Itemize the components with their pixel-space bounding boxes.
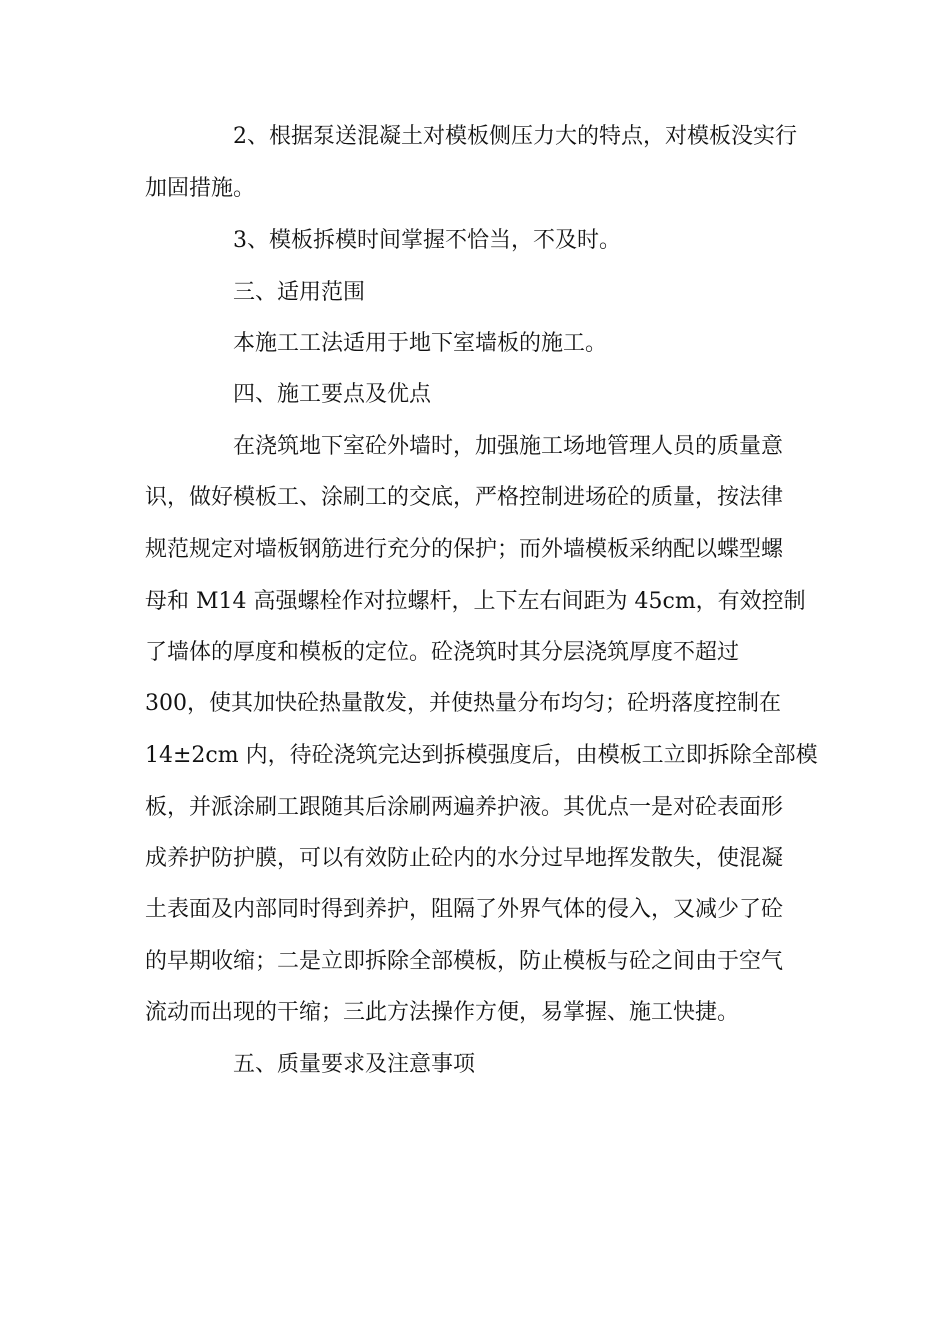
paragraph-line: 14±2cm 内，待砼浇筑完达到拆模强度后，由模板工立即拆除全部模 bbox=[145, 743, 818, 768]
paragraph-line: 3、模板拆模时间掌握不恰当，不及时。 bbox=[233, 228, 621, 253]
paragraph-line: 300，使其加快砼热量散发，并使热量分布均匀；砼坍落度控制在 bbox=[145, 691, 781, 716]
paragraph-line: 在浇筑地下室砼外墙时，加强施工场地管理人员的质量意 bbox=[233, 434, 784, 459]
paragraph-line: 规范规定对墙板钢筋进行充分的保护；而外墙模板采纳配以蝶型螺 bbox=[145, 537, 784, 562]
paragraph-line: 识，做好模板工、涂刷工的交底，严格控制进场砼的质量，按法律 bbox=[145, 485, 784, 510]
paragraph-line: 土表面及内部同时得到养护，阻隔了外界气体的侵入，又减少了砼 bbox=[145, 897, 784, 922]
section-heading: 五、质量要求及注意事项 bbox=[233, 1052, 476, 1077]
paragraph-line: 加固措施。 bbox=[145, 176, 256, 201]
paragraph-line: 成养护防护膜，可以有效防止砼内的水分过早地挥发散失，使混凝 bbox=[145, 846, 784, 871]
paragraph-line: 的早期收缩；二是立即拆除全部模板，防止模板与砼之间由于空气 bbox=[145, 949, 784, 974]
section-heading: 四、施工要点及优点 bbox=[233, 382, 432, 407]
paragraph-line: 了墙体的厚度和模板的定位。砼浇筑时其分层浇筑厚度不超过 bbox=[145, 640, 740, 665]
paragraph-line: 2、根据泵送混凝土对模板侧压力大的特点，对模板没实行 bbox=[233, 124, 797, 149]
paragraph-line: 本施工工法适用于地下室墙板的施工。 bbox=[233, 331, 608, 356]
paragraph-line: 母和 M14 高强螺栓作对拉螺杆，上下左右间距为 45cm，有效控制 bbox=[145, 589, 806, 614]
paragraph-line: 流动而出现的干缩；三此方法操作方便，易掌握、施工快捷。 bbox=[145, 1000, 740, 1025]
paragraph-line: 板，并派涂刷工跟随其后涂刷两遍养护液。其优点一是对砼表面形 bbox=[145, 795, 784, 820]
section-heading: 三、适用范围 bbox=[233, 280, 366, 305]
